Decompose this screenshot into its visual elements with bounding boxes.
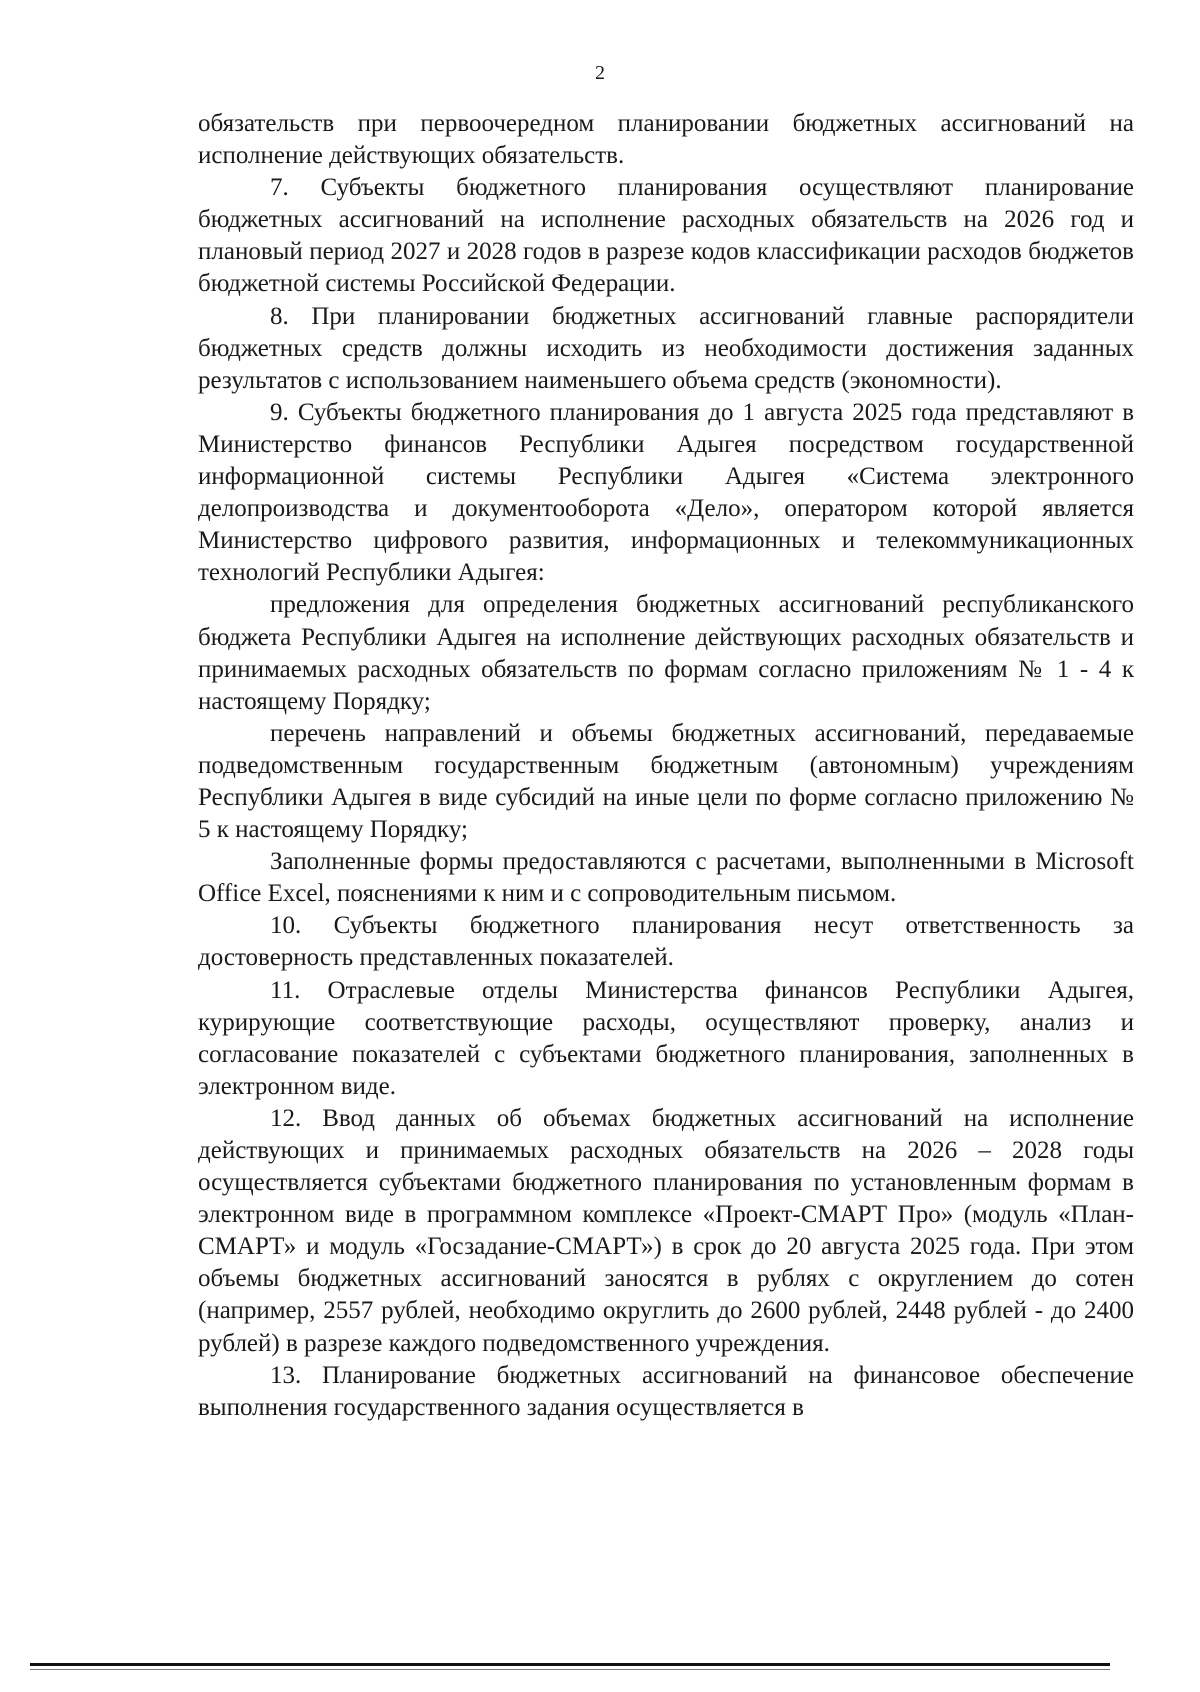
- paragraph-item-7: 7. Субъекты бюджетного планирования осуществляют планирование бюджетных ассигнований на исполнение расходных обязательств на 2026 год и плановый период 2027 и 2028 годов в разрезе кодов классификации расходов бюджетов бюджетной системы Российской Федерации.: [198, 174, 1134, 298]
- footer-divider-thin: [30, 1669, 1110, 1670]
- paragraph-continuation: обязательств при первоочередном планировании бюджетных ассигнований на исполнение действующих обязательств.: [198, 110, 1134, 170]
- paragraph-item-9: 9. Субъекты бюджетного планирования до 1 августа 2025 года представляют в Министерство финансов Республики Адыгея посредством государственной информационной системы Республики Адыгея «Система электронного делопроизводства и документооборота «Дело», оператором которой является Министерство цифрового развития, информационных и телекоммуникационных технологий Республики Адыгея:: [198, 398, 1134, 587]
- paragraph-filled-forms: Заполненные формы предоставляются с расчетами, выполненными в Microsoft Office Excel, пояснениями к ним и с сопроводительным письмом.: [198, 848, 1134, 908]
- paragraph-item-13: 13. Планирование бюджетных ассигнований на финансовое обеспечение выполнения государственного задания осуществляется в: [198, 1361, 1134, 1421]
- document-body: [198, 108, 1134, 1424]
- paragraph-item-9-proposals: предложения для определения бюджетных ассигнований республиканского бюджета Республики Адыгея на исполнение действующих расходных обязательств и принимаемых расходных обязательств по формам согласно приложениям № 1 - 4 к настоящему Порядку;: [198, 591, 1134, 715]
- paragraph-item-10: 10. Субъекты бюджетного планирования несут ответственность за достоверность представленных показателей.: [198, 912, 1134, 972]
- paragraph-item-9-list: перечень направлений и объемы бюджетных ассигнований, передаваемые подведомственным государственным бюджетным (автономным) учреждениям Республики Адыгея в виде субсидий на иные цели по форме согласно приложению № 5 к настоящему Порядку;: [198, 719, 1134, 844]
- paragraph-item-8: 8. При планировании бюджетных ассигнований главные распорядители бюджетных средств должны исходить из необходимости достижения заданных результатов с использованием наименьшего объема средств (экономности).: [198, 302, 1134, 394]
- page-number: 2: [595, 62, 605, 84]
- paragraph-item-12: 12. Ввод данных об объемах бюджетных ассигнований на исполнение действующих и принимаемых расходных обязательств на 2026 – 2028 годы осуществляется субъектами бюджетного планирования по установленным формам в электронном виде в программном комплексе «Проект-СМАРТ Про» (модуль «План-СМАРТ» и модуль «Госзадание-СМАРТ») в срок до 20 августа 2025 года. При этом объемы бюджетных ассигнований заносятся в рублях с округлением до сотен (например, 2557 рублей, необходимо округлить до 2600 рублей, 2448 рублей - до 2400 рублей) в разрезе каждого подведомственного учреждения.: [198, 1104, 1134, 1357]
- paragraph-item-11: 11. Отраслевые отделы Министерства финансов Республики Адыгея, курирующие соответствующие расходы, осуществляют проверку, анализ и согласование показателей с субъектами бюджетного планирования, заполненных в электронном виде.: [198, 976, 1134, 1100]
- footer-divider: [30, 1663, 1110, 1666]
